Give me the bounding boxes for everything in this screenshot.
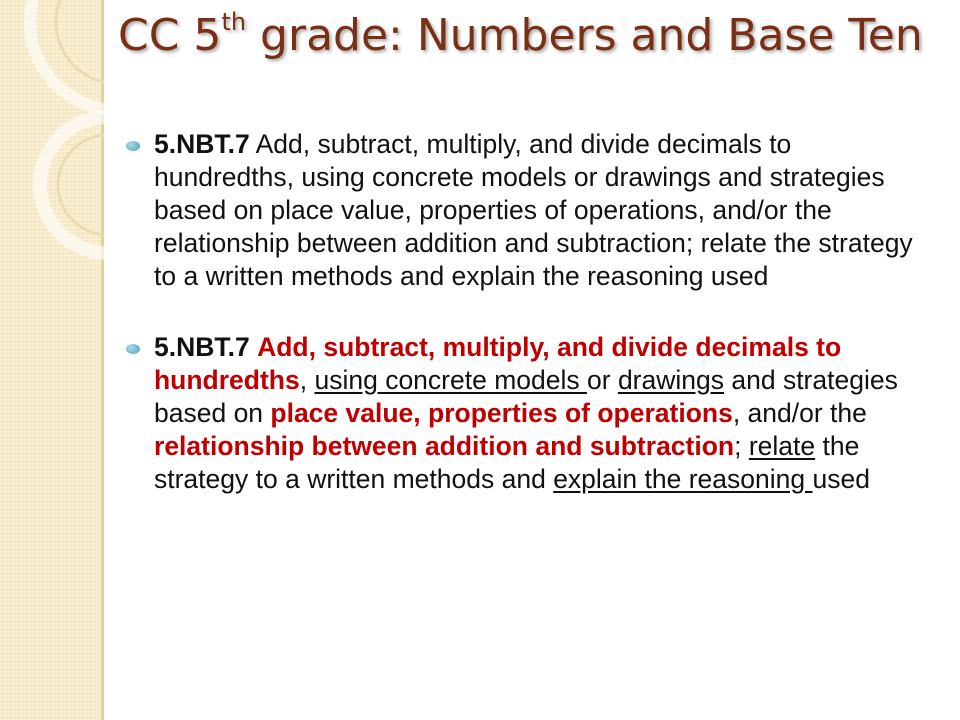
text-segment: , and/or the [732,398,867,428]
bullet-icon [126,141,140,151]
title-superscript: th [221,8,247,37]
bullet-icon [126,344,140,354]
bullet-item-plain [124,128,924,293]
highlight-place-value: place value, properties of operations [270,398,733,428]
text-segment: ; [734,431,749,461]
slide-content [124,128,924,496]
standard-text: Add, subtract, multiply, and divide decimals to hundredths, using concrete models or drawings and strategies based on place value, properties of operations, and/or the relationship between addition and subtraction; relate the strategy to a written methods and explain the reasoning used [154,129,913,291]
title-main: CC 5 [118,10,222,61]
decorative-sidebar [0,0,104,720]
text-segment: and strategies based on [154,365,898,428]
underline-explain-reasoning: explain the reasoning [553,464,813,494]
text-segment: used [812,464,870,494]
text-segment: or [587,365,618,395]
decorative-swirl-icon [0,0,104,300]
text-segment: the strategy to a written methods and [154,431,860,494]
underline-relate: relate [748,431,816,461]
standard-code: 5.NBT.7 [154,332,250,362]
highlight-operations: Add, subtract, multiply, and divide decimals to hundredths [154,332,842,395]
underline-drawings: drawings [617,365,724,395]
text-segment [250,332,257,362]
standard-code: 5.NBT.7 [154,129,250,159]
title-rest: grade: Numbers and Base Ten [246,10,923,61]
underline-concrete-models: using concrete models [314,365,587,395]
bullet-item-annotated [124,331,924,496]
text-segment: , [299,365,315,395]
page-title [118,10,923,61]
highlight-relationship: relationship between addition and subtraction [154,431,735,461]
